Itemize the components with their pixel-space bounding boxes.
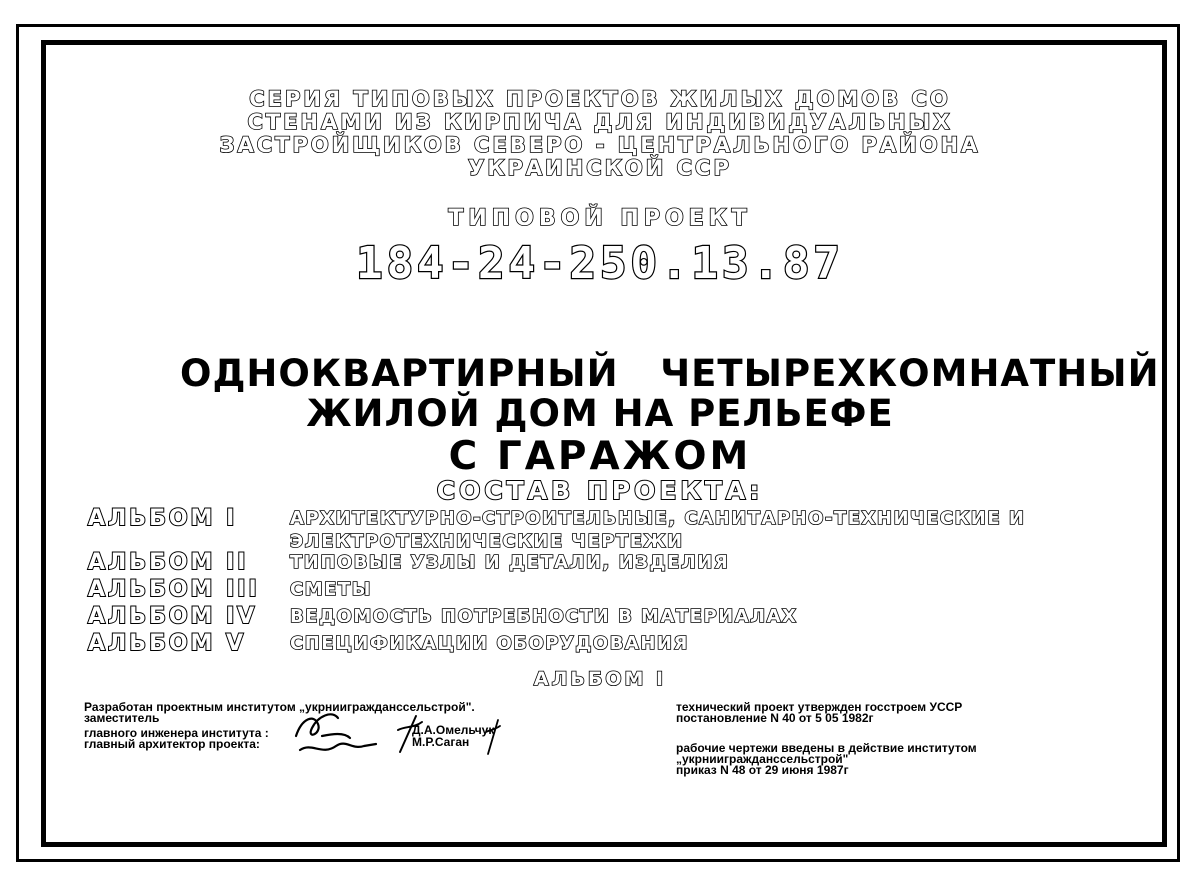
developed-by: Разработан проектным институтом „укрниигражданссельстрой". — [84, 700, 475, 714]
album-2-label: АЛЬБОМ II — [88, 550, 249, 575]
chief-engineer-label: главного инженера института : — [84, 726, 269, 740]
title-line-3: С ГАРАЖОМ — [448, 434, 752, 479]
series-line-3: ЗАСТРОЙЩИКОВ СЕВЕРО - ЦЕНТРАЛЬНОГО РАЙОНА — [219, 133, 981, 157]
signature-1 — [292, 706, 382, 758]
approved-line-1: технический проект утвержден госстроем УССР — [676, 700, 963, 714]
title-line-2: ЖИЛОЙ ДОМ НА РЕЛЬЕФЕ — [306, 392, 894, 435]
album-2-description: ТИПОВЫЕ УЗЛЫ И ДЕТАЛИ, ИЗДЕЛИЯ — [290, 552, 730, 573]
enacted-line-1: рабочие чертежи введены в действие институтом — [676, 741, 977, 755]
deputy-label: заместитель — [84, 711, 160, 725]
title-line-1: ОДНОКВАРТИРНЫЙ ЧЕТЫРЕХКОМНАТНЫЙ — [180, 352, 1160, 395]
album-5-description: СПЕЦИФИКАЦИИ ОБОРУДОВАНИЯ — [290, 633, 689, 654]
project-label: ТИПОВОЙ ПРОЕКТ — [448, 206, 752, 231]
enacted-line-3: приказ N 48 от 29 июня 1987г — [676, 763, 849, 777]
chief-architect-label: главный архитектор проекта: — [84, 737, 260, 751]
album-4-description: ВЕДОМОСТЬ ПОТРЕБНОСТИ В МАТЕРИАЛАХ — [290, 606, 798, 627]
album-3-description: СМЕТЫ — [290, 579, 372, 600]
enacted-line-2: „укрниигражданссельстрой" — [676, 752, 849, 766]
composition-label: СОСТАВ ПРОЕКТА: — [436, 476, 764, 505]
album-3-label: АЛЬБОМ III — [88, 577, 260, 602]
series-heading — [0, 88, 1200, 180]
approved-line-2: постановление N 40 от 5 05 1982г — [676, 711, 874, 725]
album-4-label: АЛЬБОМ IV — [88, 604, 258, 629]
album-1-continuation: ЭЛЕКТРОТЕХНИЧЕСКИЕ ЧЕРТЕЖИ — [290, 531, 684, 552]
name-2: М.Р.Саган — [412, 735, 470, 749]
series-line-4: УКРАИНСКОЙ ССР — [468, 156, 732, 180]
album-1-description: АРХИТЕКТУРНО-СТРОИТЕЛЬНЫЕ, САНИТАРНО-ТЕХНИЧЕСКИЕ И — [290, 508, 1026, 529]
signature-3 — [482, 718, 502, 758]
project-code: 184-24-250.13.87 — [356, 238, 844, 289]
current-album: АЛЬБОМ I — [533, 668, 667, 690]
album-1-label: АЛЬБОМ I — [88, 506, 238, 531]
album-5-label: АЛЬБОМ V — [88, 631, 247, 656]
series-line-2: СТЕНАМИ ИЗ КИРПИЧА ДЛЯ ИНДИВИДУАЛЬНЫХ — [247, 110, 953, 134]
series-line-1: СЕРИЯ ТИПОВЫХ ПРОЕКТОВ ЖИЛЫХ ДОМОВ СО — [249, 87, 951, 111]
name-1: Д.А.Омельчук — [412, 723, 495, 737]
